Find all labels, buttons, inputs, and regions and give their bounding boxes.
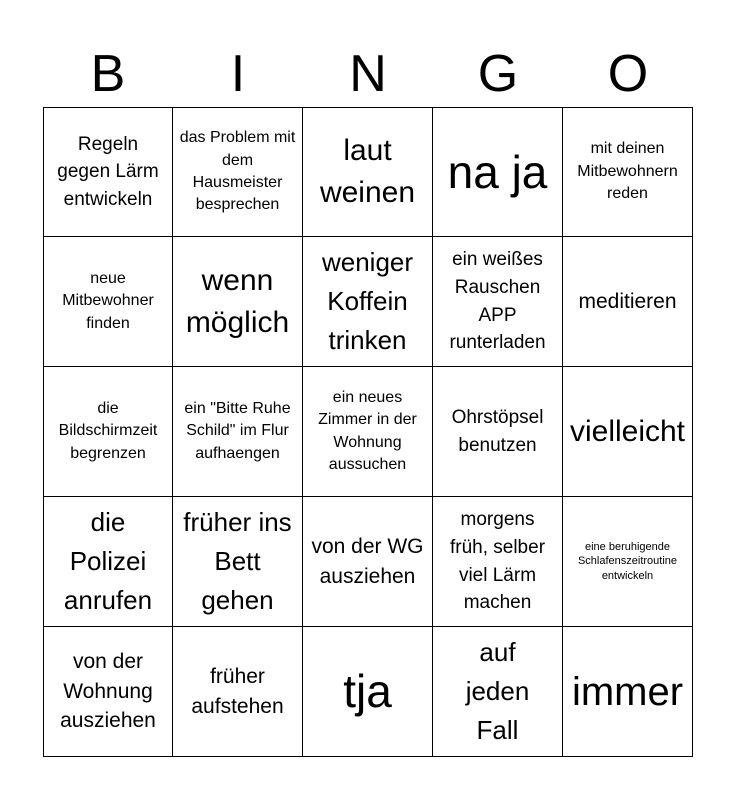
cell-text: früher aufstehen bbox=[191, 665, 284, 718]
bingo-cell[interactable] bbox=[433, 367, 563, 497]
bingo-cell[interactable] bbox=[173, 107, 303, 237]
cell-text: meditieren bbox=[578, 289, 677, 313]
cell-text: die Polizei anrufen bbox=[63, 507, 153, 615]
bingo-cell[interactable] bbox=[303, 627, 433, 757]
cell-text: na ja bbox=[447, 145, 548, 198]
header-letter-i: I bbox=[230, 45, 246, 103]
cell-text: wenn möglich bbox=[185, 263, 290, 339]
cell-text: ein "Bitte Ruhe Schild" im Flur aufhaengen bbox=[184, 399, 291, 462]
header-letter-b: B bbox=[90, 45, 126, 103]
cell-text: tja bbox=[343, 665, 392, 718]
cell-text: ein weißes Rauschen APP runterladen bbox=[449, 249, 546, 354]
header-letter-n: N bbox=[349, 45, 387, 103]
bingo-cell[interactable] bbox=[43, 497, 173, 627]
bingo-cell[interactable] bbox=[303, 237, 433, 367]
bingo-cell[interactable] bbox=[303, 107, 433, 237]
cell-text: neue Mitbewohner finden bbox=[62, 269, 154, 332]
cell-text: von der WG ausziehen bbox=[311, 535, 424, 588]
bingo-cell[interactable] bbox=[173, 497, 303, 627]
cell-text: Regeln gegen Lärm entwickeln bbox=[57, 133, 159, 210]
cell-text: vielleicht bbox=[569, 414, 686, 448]
cell-text: eine beruhigende Schlafenszeitroutine entwickeln bbox=[577, 541, 678, 582]
bingo-cell[interactable] bbox=[563, 237, 693, 367]
cell-text: mit deinen Mitbewohnern reden bbox=[577, 140, 678, 203]
bingo-cell[interactable] bbox=[43, 367, 173, 497]
cell-text: das Problem mit dem Hausmeister besprechen bbox=[179, 129, 296, 214]
bingo-card bbox=[43, 107, 693, 757]
cell-text: weniger Koffein trinken bbox=[321, 247, 414, 355]
bingo-cell[interactable] bbox=[433, 627, 563, 757]
bingo-cell[interactable] bbox=[433, 107, 563, 237]
cell-text: immer bbox=[571, 669, 684, 714]
bingo-cell[interactable] bbox=[563, 627, 693, 757]
cell-text: auf jeden Fall bbox=[465, 637, 530, 745]
bingo-cell[interactable] bbox=[433, 497, 563, 627]
bingo-cell[interactable] bbox=[563, 367, 693, 497]
cell-text: laut weinen bbox=[319, 134, 416, 209]
bingo-cell[interactable] bbox=[173, 237, 303, 367]
bingo-cell[interactable] bbox=[173, 367, 303, 497]
header-letter-o: O bbox=[607, 45, 649, 103]
cell-text: Ohrstöpsel benutzen bbox=[451, 406, 544, 456]
bingo-cell[interactable] bbox=[173, 627, 303, 757]
bingo-cell[interactable] bbox=[303, 497, 433, 627]
bingo-cell[interactable] bbox=[563, 497, 693, 627]
cell-text: früher ins Bett gehen bbox=[183, 507, 292, 615]
bingo-cell[interactable] bbox=[433, 237, 563, 367]
bingo-cell[interactable] bbox=[43, 237, 173, 367]
bingo-cell[interactable] bbox=[563, 107, 693, 237]
cell-text: die Bildschirmzeit begrenzen bbox=[58, 399, 158, 462]
bingo-cell[interactable] bbox=[303, 367, 433, 497]
header-letter-g: G bbox=[477, 45, 519, 103]
bingo-cell[interactable] bbox=[43, 107, 173, 237]
bingo-cell[interactable] bbox=[43, 627, 173, 757]
cell-text: ein neues Zimmer in der Wohnung aussuchen bbox=[318, 388, 417, 473]
bingo-header bbox=[43, 40, 693, 108]
cell-text: morgens früh, selber viel Lärm machen bbox=[449, 509, 546, 614]
cell-text: von der Wohnung ausziehen bbox=[60, 650, 156, 733]
